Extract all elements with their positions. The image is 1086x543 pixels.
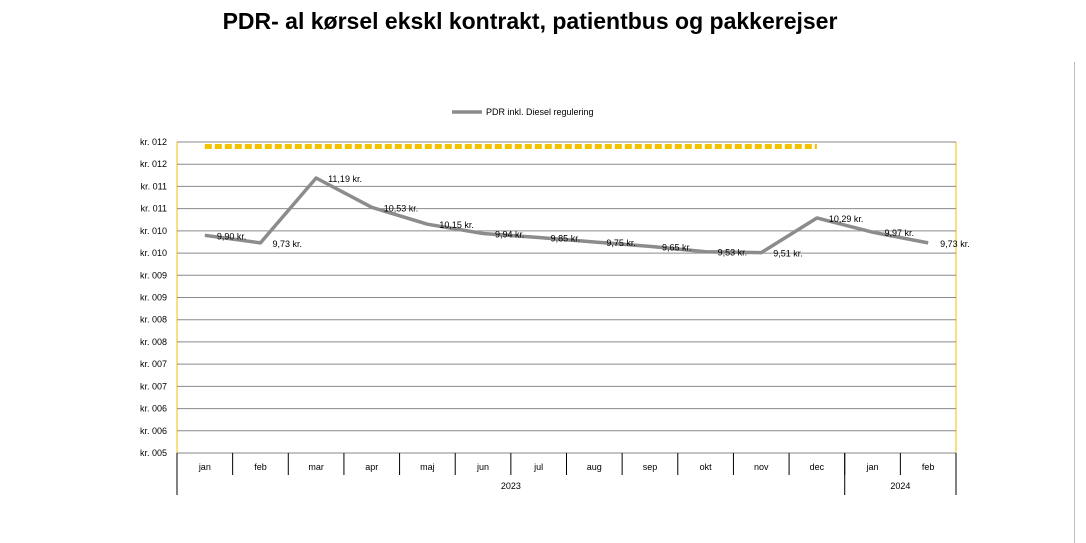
data-label: 9,97 kr. (884, 228, 915, 239)
x-tick-label: jun (477, 462, 490, 472)
data-label: 9,85 kr. (550, 233, 581, 244)
y-tick-label: kr. 010 (139, 225, 167, 236)
y-tick-label: kr. 006 (139, 403, 167, 414)
x-tick-label: sep (642, 462, 658, 472)
x-tick-label: feb (254, 462, 267, 472)
y-tick-label: kr. 011 (140, 203, 167, 214)
data-label: 9,73 kr. (940, 238, 970, 249)
y-tick-label: kr. 007 (139, 381, 167, 392)
x-tick-label: mar (308, 462, 324, 472)
data-label: 10,53 kr. (383, 203, 419, 214)
x-tick-label: jan (866, 462, 879, 472)
y-tick-label: kr. 008 (139, 336, 167, 347)
legend-label: PDR inkl. Diesel regulering (486, 107, 594, 117)
data-label: 9,90 kr. (216, 231, 247, 242)
y-tick-label: kr. 005 (139, 448, 167, 458)
y-tick-label: kr. 007 (139, 359, 167, 370)
x-tick-label: jan (198, 462, 211, 472)
data-label: 11,19 kr. (328, 173, 362, 184)
x-tick-label: maj (420, 462, 435, 472)
data-label: 10,29 kr. (828, 213, 864, 224)
x-tick-label: okt (699, 462, 712, 472)
year-label: 2024 (890, 481, 911, 491)
x-tick-label: jul (534, 462, 544, 472)
data-label: 9,65 kr. (661, 242, 692, 253)
data-label: 9,73 kr. (272, 238, 302, 249)
x-tick-label: nov (753, 462, 769, 472)
year-label: 2023 (500, 481, 521, 491)
data-label: 9,51 kr. (773, 248, 803, 259)
y-tick-label: kr. 009 (139, 292, 167, 303)
x-tick-label: aug (586, 462, 602, 472)
x-tick-label: feb (921, 462, 935, 472)
y-tick-label: kr. 008 (139, 314, 167, 325)
y-tick-label: kr. 012 (139, 137, 167, 147)
y-tick-label: kr. 009 (139, 270, 167, 281)
x-tick-label: apr (365, 462, 379, 472)
y-tick-label: kr. 006 (139, 425, 167, 436)
y-tick-label: kr. 012 (139, 159, 167, 170)
data-label: 9,94 kr. (495, 229, 525, 240)
x-tick-label: dec (809, 462, 825, 472)
y-tick-label: kr. 010 (139, 248, 167, 259)
data-label: 9,75 kr. (606, 237, 636, 248)
data-label: 10,15 kr. (439, 220, 474, 231)
data-label: 9,53 kr. (717, 247, 748, 258)
y-tick-label: kr. 011 (140, 181, 167, 192)
chart-title: PDR- al kørsel ekskl kontrakt, patientbus og pakkerejser (222, 8, 838, 34)
